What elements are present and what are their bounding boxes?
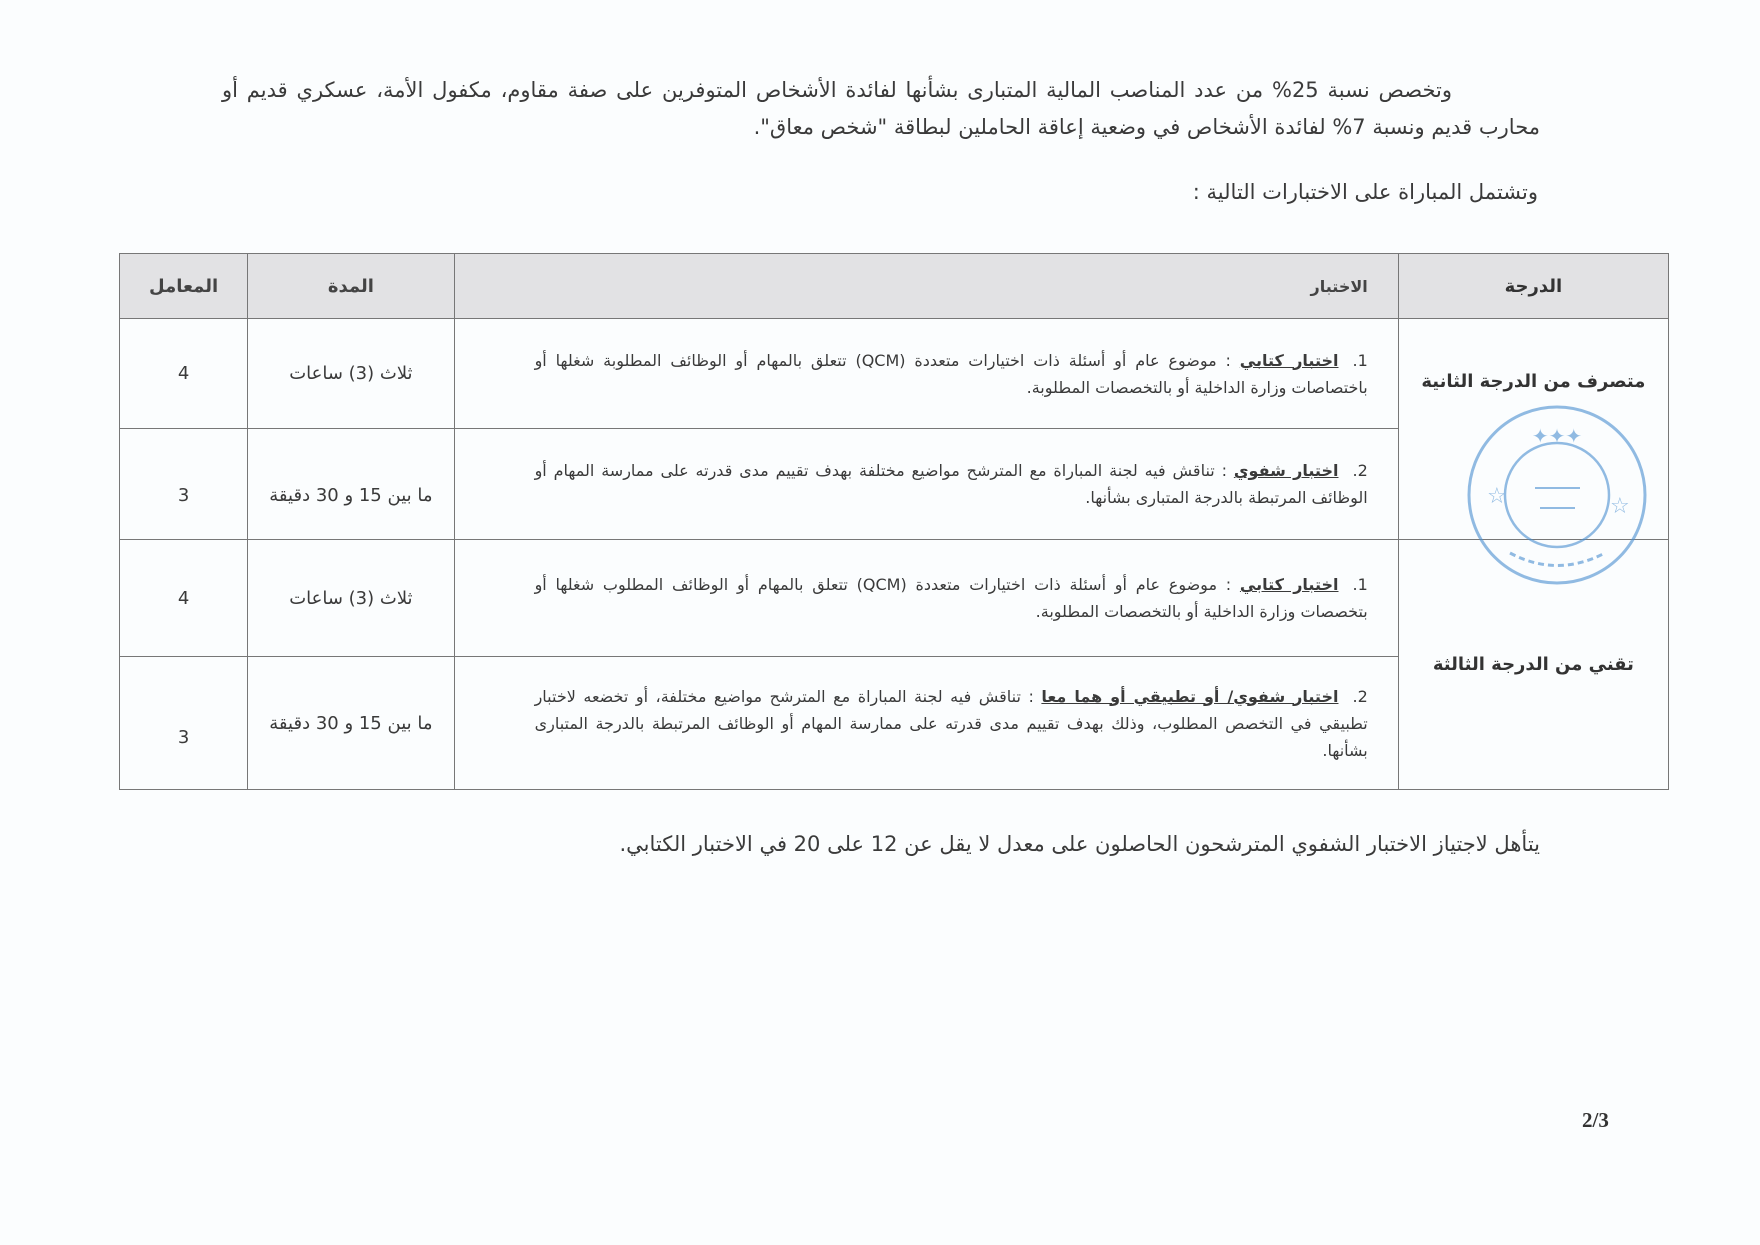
coefficient-cell: 4	[120, 540, 248, 657]
item-number: 2.	[1352, 461, 1368, 480]
test-label: اختبار كتابي	[1239, 350, 1339, 370]
table-header	[120, 254, 1669, 319]
test-description: : تناقش فيه لجنة المباراة مع المترشح مواضيع مختلفة، أو تخضعه لاختبار تطبيقي في التخصص المطلوب، وذلك بهدف تقييم مدى قدرته على ممارسة المهام أو الوظائف المرتبطة بالدرجة المتبارى بشأنها.	[534, 686, 1368, 760]
item-number: 2.	[1352, 686, 1368, 706]
svg-text:✦✦✦: ✦✦✦	[1531, 424, 1583, 448]
duration-cell: ثلاث (3) ساعات	[248, 540, 454, 657]
header-duration: المدة	[248, 254, 454, 319]
header-coefficient: المعامل	[120, 254, 248, 319]
duration-cell: ما بين 15 و 30 دقيقة	[248, 429, 454, 540]
coefficient-cell: 3	[120, 429, 248, 540]
grade-cell: متصرف من الدرجة الثانية	[1398, 319, 1668, 540]
tests-table	[119, 253, 1669, 790]
test-cell	[454, 540, 1398, 657]
table-row	[120, 319, 1669, 429]
test-cell	[454, 429, 1398, 540]
item-number: 1.	[1352, 350, 1368, 370]
test-cell	[454, 319, 1398, 429]
test-label: اختبار كتابي	[1239, 575, 1339, 594]
intro-paragraph: وتخصص نسبة 25% من عدد المناصب المالية المتبارى بشأنها لفائدة الأشخاص المتوفرين على صفة مقاوم، مكفول الأمة، عسكري قديم أو محارب قديم ونسبة 7% لفائدة الأشخاص في وضعية إعاقة الحاملين لبطاقة "شخص معاق".	[222, 78, 1540, 139]
header-grade: الدرجة	[1398, 254, 1668, 319]
test-description: : موضوع عام أو أسئلة ذات اختيارات متعددة (QCM) تتعلق بالمهام أو الوظائف المطلوب شغلها أو بتخصصات وزارة الداخلية أو بالتخصصات المطلوبة.	[534, 575, 1368, 621]
test-cell	[454, 657, 1398, 790]
item-number: 1.	[1352, 575, 1368, 594]
coefficient-cell: 4	[120, 319, 248, 429]
header-test: الاختبار	[454, 254, 1398, 319]
test-description: : تناقش فيه لجنة المباراة مع المترشح مواضيع مختلفة بهدف تقييم مدى قدرته على ممارسة المهام أو الوظائف المرتبطة بالدرجة المتبارى بشأنها.	[534, 461, 1368, 507]
coefficient-cell: 3	[120, 657, 248, 790]
svg-text:☆: ☆	[1610, 494, 1630, 519]
page-number: 2/3	[1582, 1108, 1609, 1132]
duration-cell: ما بين 15 و 30 دقيقة	[248, 657, 454, 790]
test-label: اختبار شفوي/ أو تطبيقي أو هما معا	[1041, 686, 1339, 706]
grade-cell: تقني من الدرجة الثالثة	[1398, 540, 1668, 790]
test-label: اختبار شفوي	[1233, 461, 1339, 480]
footer-note: يتأهل لاجتياز الاختبار الشفوي المترشحون الحاصلون على معدل لا يقل عن 12 على 20 في الاختبار الكتابي.	[619, 832, 1540, 856]
table-row	[120, 540, 1669, 657]
duration-cell: ثلاث (3) ساعات	[248, 319, 454, 429]
svg-text:☆: ☆	[1487, 484, 1507, 509]
test-description: : موضوع عام أو أسئلة ذات اختيارات متعددة (QCM) تتعلق بالمهام أو الوظائف المطلوبة شغلها أو باختصاصات وزارة الداخلية أو بالتخصصات المطلوبة.	[534, 350, 1368, 397]
tests-intro: وتشتمل المباراة على الاختبارات التالية :	[1192, 180, 1538, 204]
